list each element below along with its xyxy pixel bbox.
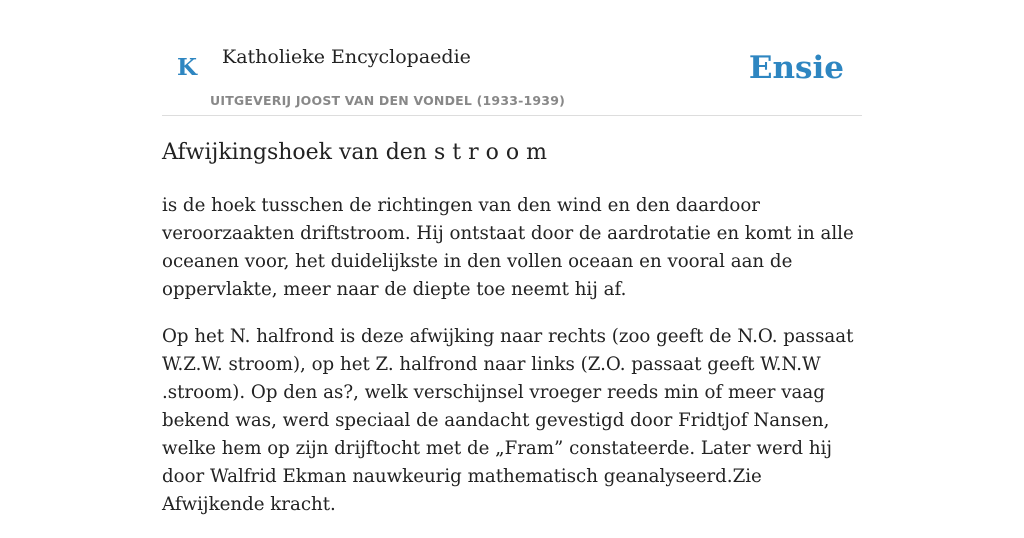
entry-body xyxy=(162,192,867,538)
site-header xyxy=(162,0,862,116)
encyclopedia-logo-icon[interactable]: K xyxy=(177,54,197,81)
entry-paragraph: is de hoek tusschen de richtingen van den wind en den daardoor veroorzaakten driftstroom. Hij ontstaat door de aardrotatie en komt in alle oceanen voor, het duidelijkste in den vollen oceaan en vooral aan de oppervlakte, meer naar de diepte toe neemt hij af. xyxy=(162,195,854,300)
site-title[interactable]: Katholieke Encyclopaedie xyxy=(222,46,471,68)
entry-paragraph xyxy=(162,323,867,519)
page xyxy=(162,0,862,515)
publisher-label: UITGEVERIJ JOOST VAN DEN VONDEL (1933-1939) xyxy=(210,93,566,108)
entry-paragraph-text: Op het N. halfrond is deze afwijking naar rechts (zoo geeft de N.O. passaat W.Z.W. stroom), op het Z. halfrond naar links (Z.O. passaat geeft W.N.W .stroom). Op den as?, welk verschijnsel vroeger reeds min of meer vaag bekend was, werd speciaal de aandacht gevestigd door Fridtjof Nansen, welke hem op zijn drijftocht met de „Fram” constateerde. Later werd hij door Walfrid Ekman nauwkeurig mathematisch geanalyseerd. xyxy=(162,326,854,487)
entry-title: Afwijkingshoek van den s t r o o m xyxy=(162,140,547,165)
crossref-link[interactable]: Zie Afwijkende kracht. xyxy=(162,466,762,515)
ensie-brand-link[interactable]: Ensie xyxy=(748,50,844,86)
